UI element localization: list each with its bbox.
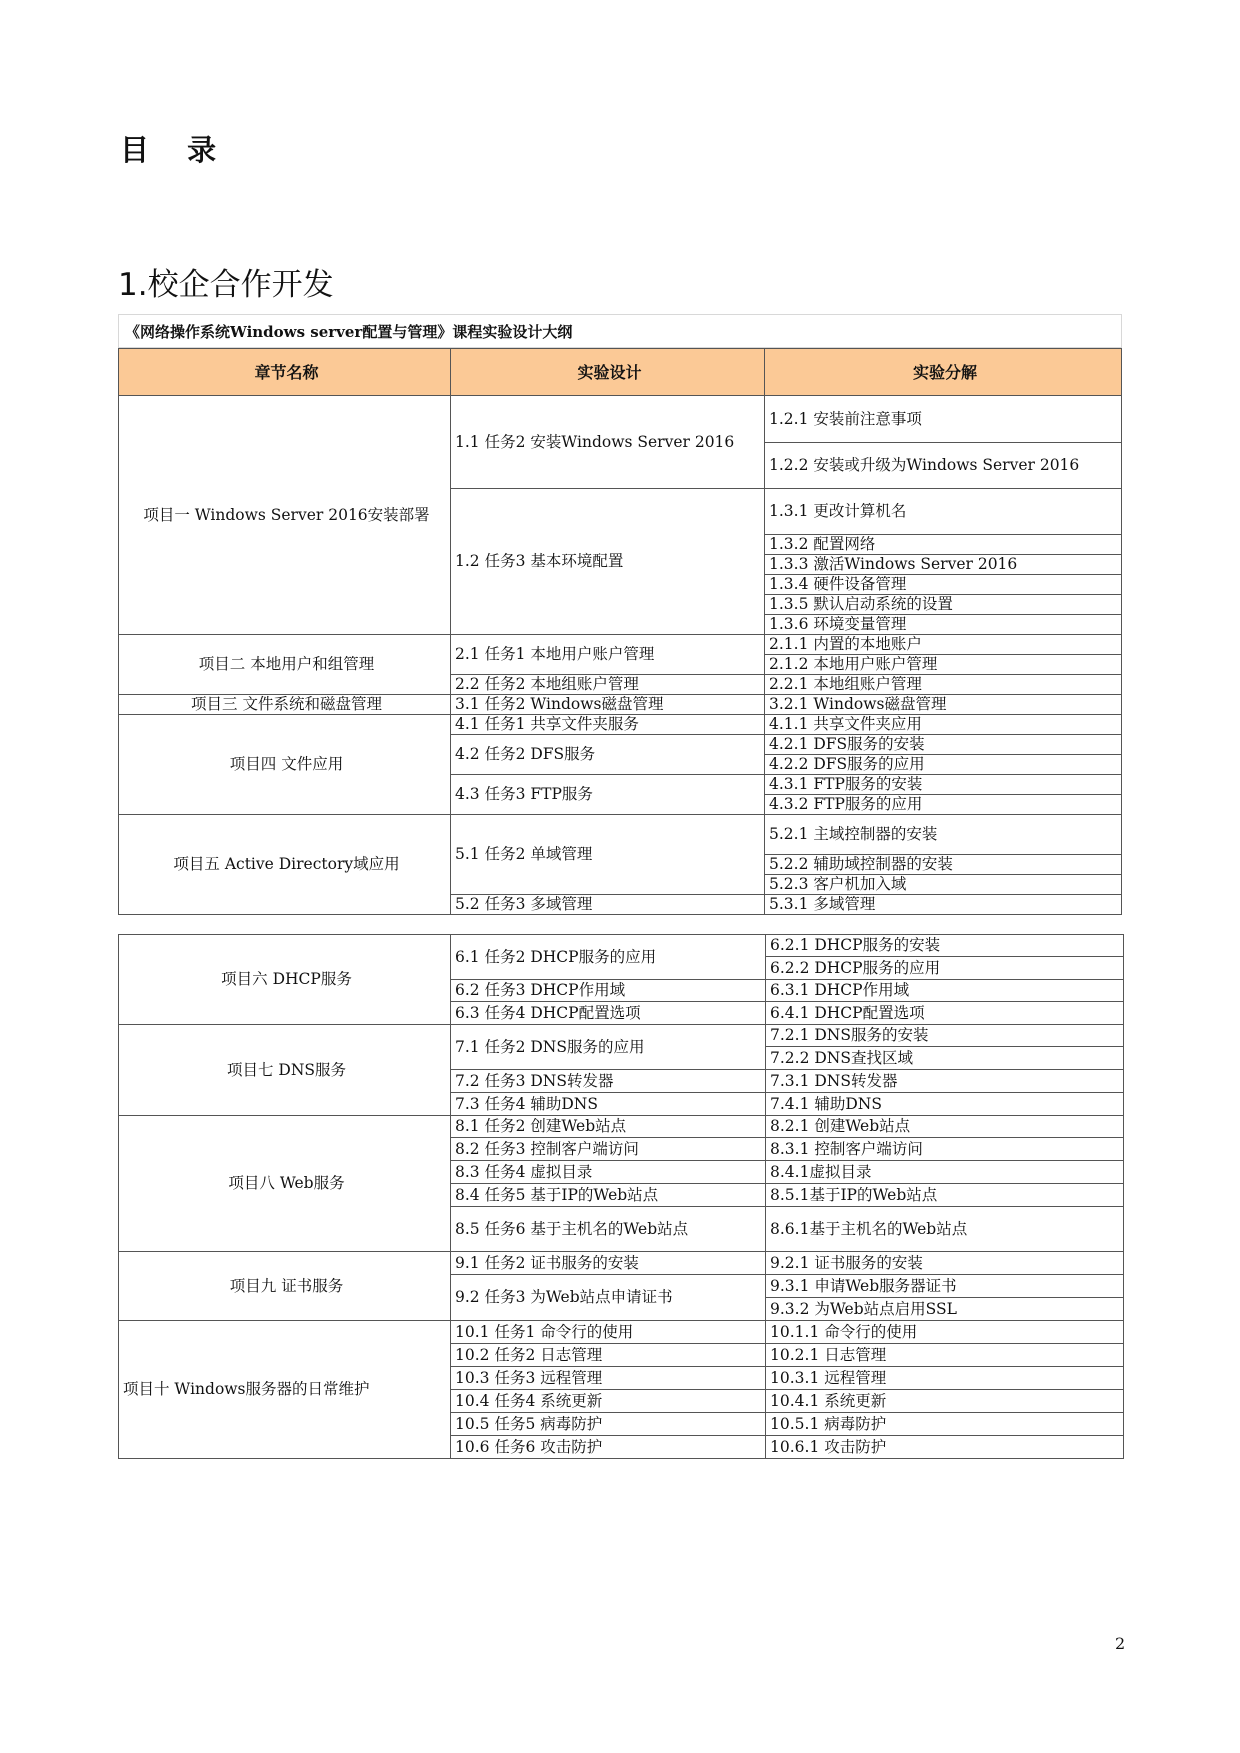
subtask-cell: 7.3.1 DNS转发器 <box>766 1070 1124 1093</box>
subtask-cell: 1.3.6 环境变量管理 <box>765 615 1122 635</box>
subtask-cell: 5.2.1 主域控制器的安装 <box>765 815 1122 855</box>
task-cell: 8.3 任务4 虚拟目录 <box>451 1161 766 1184</box>
task-cell: 10.4 任务4 系统更新 <box>451 1390 766 1413</box>
subtask-cell: 5.2.3 客户机加入域 <box>765 875 1122 895</box>
task-cell: 5.2 任务3 多域管理 <box>451 895 765 915</box>
subtask-cell: 4.2.1 DFS服务的安装 <box>765 735 1122 755</box>
task-cell: 6.2 任务3 DHCP作用域 <box>451 980 766 1002</box>
toc-title: 目 录 <box>120 133 231 167</box>
subtask-cell: 5.2.2 辅助域控制器的安装 <box>765 855 1122 875</box>
table-row <box>119 1116 1124 1138</box>
task-cell: 7.1 任务2 DNS服务的应用 <box>451 1025 766 1070</box>
subtask-cell: 1.3.3 激活Windows Server 2016 <box>765 555 1122 575</box>
course-outline-table-2 <box>118 934 1124 1459</box>
chapter-cell: 项目十 Windows服务器的日常维护 <box>119 1321 451 1459</box>
subtask-cell: 8.3.1 控制客户端访问 <box>766 1138 1124 1161</box>
task-cell: 10.3 任务3 远程管理 <box>451 1367 766 1390</box>
subtask-cell: 4.2.2 DFS服务的应用 <box>765 755 1122 775</box>
chapter-cell: 项目五 Active Directory域应用 <box>119 815 451 915</box>
subtask-cell: 3.2.1 Windows磁盘管理 <box>765 695 1122 715</box>
task-cell: 3.1 任务2 Windows磁盘管理 <box>451 695 765 715</box>
subtask-cell: 8.5.1基于IP的Web站点 <box>766 1184 1124 1207</box>
subtask-cell: 8.4.1虚拟目录 <box>766 1161 1124 1184</box>
chapter-cell: 项目七 DNS服务 <box>119 1025 451 1116</box>
task-cell: 10.5 任务5 病毒防护 <box>451 1413 766 1436</box>
section-title: 1.校企合作开发 <box>118 267 334 303</box>
task-cell: 7.3 任务4 辅助DNS <box>451 1093 766 1116</box>
table-row <box>119 695 1122 715</box>
subtask-cell: 8.2.1 创建Web站点 <box>766 1116 1124 1138</box>
table-row <box>119 935 1124 957</box>
task-cell: 2.2 任务2 本地组账户管理 <box>451 675 765 695</box>
task-cell: 9.2 任务3 为Web站点申请证书 <box>451 1275 766 1321</box>
task-cell: 6.1 任务2 DHCP服务的应用 <box>451 935 766 980</box>
task-cell: 10.6 任务6 攻击防护 <box>451 1436 766 1459</box>
task-cell: 4.3 任务3 FTP服务 <box>451 775 765 815</box>
chapter-cell: 项目四 文件应用 <box>119 715 451 815</box>
subtask-cell: 4.3.1 FTP服务的安装 <box>765 775 1122 795</box>
task-cell: 8.2 任务3 控制客户端访问 <box>451 1138 766 1161</box>
task-cell: 5.1 任务2 单域管理 <box>451 815 765 895</box>
chapter-cell: 项目一 Windows Server 2016安装部署 <box>119 396 451 635</box>
subtask-cell: 10.6.1 攻击防护 <box>766 1436 1124 1459</box>
task-cell: 6.3 任务4 DHCP配置选项 <box>451 1002 766 1025</box>
subtask-cell: 2.1.2 本地用户账户管理 <box>765 655 1122 675</box>
chapter-cell: 项目三 文件系统和磁盘管理 <box>119 695 451 715</box>
task-cell: 10.2 任务2 日志管理 <box>451 1344 766 1367</box>
table-row <box>119 635 1122 655</box>
subtask-cell: 1.3.1 更改计算机名 <box>765 489 1122 535</box>
task-cell: 8.4 任务5 基于IP的Web站点 <box>451 1184 766 1207</box>
subtask-cell: 1.2.2 安装或升级为Windows Server 2016 <box>765 443 1122 489</box>
subtask-cell: 6.2.2 DHCP服务的应用 <box>766 957 1124 980</box>
subtask-cell: 2.2.1 本地组账户管理 <box>765 675 1122 695</box>
task-cell: 8.1 任务2 创建Web站点 <box>451 1116 766 1138</box>
table-row <box>119 1321 1124 1344</box>
subtask-cell: 5.3.1 多域管理 <box>765 895 1122 915</box>
chapter-cell: 项目八 Web服务 <box>119 1116 451 1252</box>
subtask-cell: 6.3.1 DHCP作用域 <box>766 980 1124 1002</box>
header-chapter: 章节名称 <box>119 349 451 396</box>
subtask-cell: 1.3.4 硬件设备管理 <box>765 575 1122 595</box>
task-cell: 2.1 任务1 本地用户账户管理 <box>451 635 765 675</box>
subtask-cell: 1.3.5 默认启动系统的设置 <box>765 595 1122 615</box>
subtask-cell: 6.2.1 DHCP服务的安装 <box>766 935 1124 957</box>
task-cell: 8.5 任务6 基于主机名的Web站点 <box>451 1207 766 1252</box>
chapter-cell: 项目六 DHCP服务 <box>119 935 451 1025</box>
subtask-cell: 10.1.1 命令行的使用 <box>766 1321 1124 1344</box>
course-outline-table-1 <box>118 348 1122 915</box>
table-header-row <box>119 349 1122 396</box>
subtask-cell: 9.3.1 申请Web服务器证书 <box>766 1275 1124 1298</box>
subtask-cell: 4.1.1 共享文件夹应用 <box>765 715 1122 735</box>
subtask-cell: 10.2.1 日志管理 <box>766 1344 1124 1367</box>
task-cell: 4.2 任务2 DFS服务 <box>451 735 765 775</box>
subtask-cell: 10.5.1 病毒防护 <box>766 1413 1124 1436</box>
subtask-cell: 1.2.1 安装前注意事项 <box>765 396 1122 443</box>
subtask-cell: 2.1.1 内置的本地账户 <box>765 635 1122 655</box>
subtask-cell: 4.3.2 FTP服务的应用 <box>765 795 1122 815</box>
header-design: 实验设计 <box>451 349 765 396</box>
subtask-cell: 6.4.1 DHCP配置选项 <box>766 1002 1124 1025</box>
subtask-cell: 7.4.1 辅助DNS <box>766 1093 1124 1116</box>
subtask-cell: 9.2.1 证书服务的安装 <box>766 1252 1124 1275</box>
task-cell: 4.1 任务1 共享文件夹服务 <box>451 715 765 735</box>
table-row <box>119 1025 1124 1047</box>
subtask-cell: 9.3.2 为Web站点启用SSL <box>766 1298 1124 1321</box>
chapter-cell: 项目二 本地用户和组管理 <box>119 635 451 695</box>
table-row <box>119 715 1122 735</box>
subtask-cell: 10.4.1 系统更新 <box>766 1390 1124 1413</box>
subtask-cell: 1.3.2 配置网络 <box>765 535 1122 555</box>
header-breakdown: 实验分解 <box>765 349 1122 396</box>
subtask-cell: 10.3.1 远程管理 <box>766 1367 1124 1390</box>
task-cell: 1.1 任务2 安装Windows Server 2016 <box>451 396 765 489</box>
task-cell: 10.1 任务1 命令行的使用 <box>451 1321 766 1344</box>
table-caption: 《网络操作系统Windows server配置与管理》课程实验设计大纲 <box>118 314 1122 348</box>
task-cell: 1.2 任务3 基本环境配置 <box>451 489 765 635</box>
task-cell: 7.2 任务3 DNS转发器 <box>451 1070 766 1093</box>
subtask-cell: 7.2.2 DNS查找区域 <box>766 1047 1124 1070</box>
table-row <box>119 1252 1124 1275</box>
task-cell: 9.1 任务2 证书服务的安装 <box>451 1252 766 1275</box>
table-row <box>119 396 1122 443</box>
subtask-cell: 7.2.1 DNS服务的安装 <box>766 1025 1124 1047</box>
table-row <box>119 815 1122 855</box>
subtask-cell: 8.6.1基于主机名的Web站点 <box>766 1207 1124 1252</box>
chapter-cell: 项目九 证书服务 <box>119 1252 451 1321</box>
page-number: 2 <box>1115 1634 1126 1653</box>
